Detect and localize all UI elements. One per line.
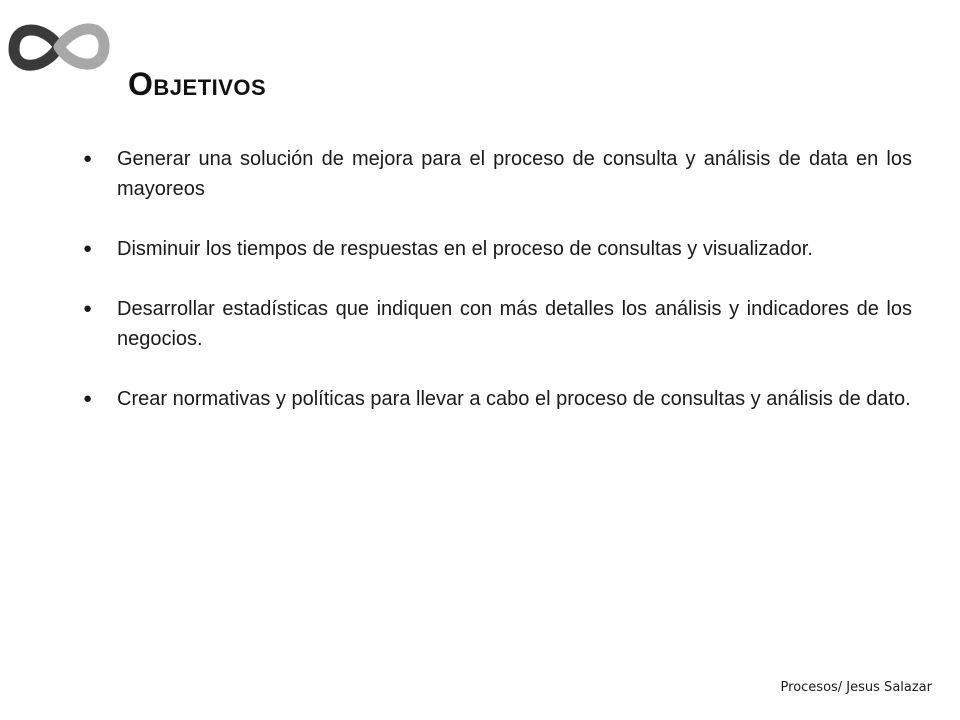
list-item bbox=[80, 144, 912, 204]
bullet-icon: ● bbox=[83, 390, 93, 407]
bullet-icon: ● bbox=[83, 240, 93, 257]
infinity-logo-light-stroke bbox=[59, 29, 104, 64]
bullet-text: Desarrollar estadísticas que indiquen con más detalles los análisis y indicadores de los negocios. bbox=[117, 298, 912, 350]
infinity-logo-dark-stroke bbox=[14, 30, 59, 65]
infinity-logo-icon bbox=[6, 14, 112, 78]
objectives-list bbox=[80, 144, 912, 444]
list-item bbox=[80, 234, 912, 264]
bullet-text: Crear normativas y políticas para llevar a cabo el proceso de consultas y análisis de dato. bbox=[117, 388, 911, 410]
bullet-icon: ● bbox=[83, 150, 93, 167]
bullet-icon: ● bbox=[83, 300, 93, 317]
footer-credit: Procesos/ Jesus Salazar bbox=[780, 680, 932, 695]
bullet-text: Generar una solución de mejora para el proceso de consulta y análisis de data en los mayoreos bbox=[117, 148, 912, 200]
list-item bbox=[80, 294, 912, 354]
list-item bbox=[80, 384, 912, 414]
slide-title: Objetivos bbox=[128, 66, 267, 102]
bullet-text: Disminuir los tiempos de respuestas en el proceso de consultas y visualizador. bbox=[117, 238, 813, 260]
